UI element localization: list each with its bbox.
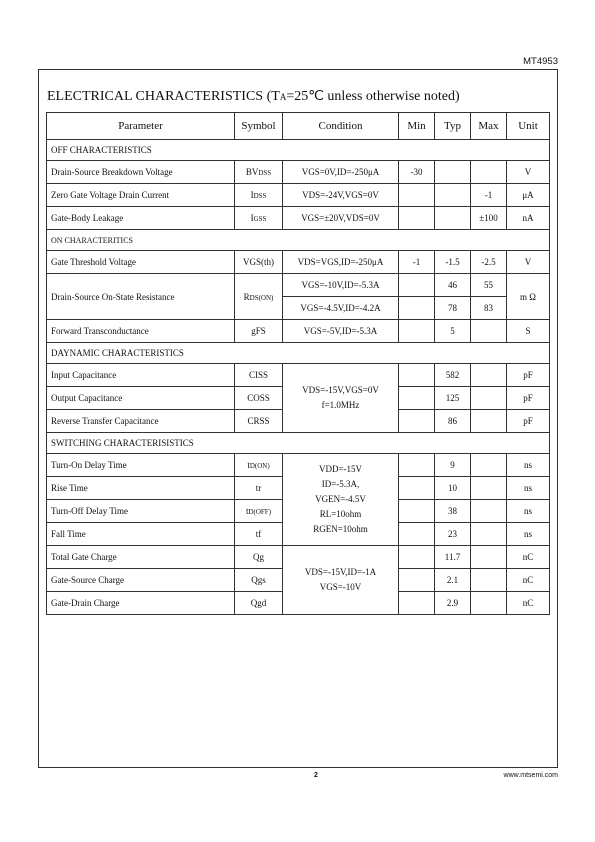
symbol-sub: DSS bbox=[258, 169, 272, 177]
unit-cell: ns bbox=[507, 523, 550, 546]
typ-cell: 46 bbox=[435, 274, 471, 297]
symbol-cell bbox=[235, 500, 283, 523]
typ-cell: -1.5 bbox=[435, 251, 471, 274]
symbol-cell bbox=[235, 454, 283, 477]
min-cell bbox=[399, 274, 435, 297]
unit-cell: nA bbox=[507, 207, 550, 230]
section-row-switching bbox=[47, 433, 550, 454]
symbol-cell: VGS(th) bbox=[235, 251, 283, 274]
min-cell: -30 bbox=[399, 161, 435, 184]
param-cell: Gate-Body Leakage bbox=[47, 207, 235, 230]
condition-line: VDD=-15V bbox=[318, 464, 363, 474]
unit-cell: ns bbox=[507, 500, 550, 523]
max-cell bbox=[471, 477, 507, 500]
unit-cell: ns bbox=[507, 454, 550, 477]
condition-line: VDS=-15V,VGS=0V bbox=[302, 385, 379, 395]
condition-line: RL=10ohm bbox=[319, 509, 362, 519]
header-max: Max bbox=[471, 113, 507, 140]
max-cell bbox=[471, 592, 507, 615]
param-cell: Turn-On Delay Time bbox=[47, 454, 235, 477]
condition-line: VGS=-10V bbox=[319, 582, 362, 592]
param-cell: Turn-Off Delay Time bbox=[47, 500, 235, 523]
min-cell bbox=[399, 454, 435, 477]
typ-cell bbox=[435, 207, 471, 230]
page-number: 2 bbox=[314, 772, 318, 779]
unit-cell: pF bbox=[507, 387, 550, 410]
symbol-cell: COSS bbox=[235, 387, 283, 410]
table-row bbox=[47, 207, 550, 230]
param-cell: Gate Threshold Voltage bbox=[47, 251, 235, 274]
max-cell: ±100 bbox=[471, 207, 507, 230]
max-cell: 55 bbox=[471, 274, 507, 297]
param-cell: Gate-Drain Charge bbox=[47, 592, 235, 615]
table-row bbox=[47, 546, 550, 569]
symbol-sub: GSS bbox=[253, 215, 267, 223]
table-header-row bbox=[47, 113, 550, 140]
symbol-main: R bbox=[243, 291, 250, 302]
min-cell bbox=[399, 320, 435, 343]
electrical-characteristics-table bbox=[46, 112, 550, 615]
header-unit: Unit bbox=[507, 113, 550, 140]
condition-cell: VGS=-5V,ID=-5.3A bbox=[283, 320, 399, 343]
min-cell: -1 bbox=[399, 251, 435, 274]
max-cell bbox=[471, 523, 507, 546]
param-cell: Forward Transconductance bbox=[47, 320, 235, 343]
unit-cell: pF bbox=[507, 410, 550, 433]
symbol-cell bbox=[235, 184, 283, 207]
max-cell bbox=[471, 500, 507, 523]
condition-cell: VDS=-24V,VGS=0V bbox=[283, 184, 399, 207]
symbol-main: t bbox=[247, 460, 250, 470]
min-cell bbox=[399, 364, 435, 387]
min-cell bbox=[399, 592, 435, 615]
condition-cell: VGS=±20V,VDS=0V bbox=[283, 207, 399, 230]
symbol-main: I bbox=[250, 190, 254, 200]
header-parameter: Parameter bbox=[47, 113, 235, 140]
header-condition: Condition bbox=[283, 113, 399, 140]
table-row bbox=[47, 320, 550, 343]
max-cell bbox=[471, 161, 507, 184]
typ-cell: 2.1 bbox=[435, 569, 471, 592]
condition-cell: VGS=-4.5V,ID=-4.2A bbox=[283, 297, 399, 320]
symbol-sub: DS(ON) bbox=[249, 293, 274, 302]
param-cell: Total Gate Charge bbox=[47, 546, 235, 569]
symbol-main: I bbox=[250, 213, 254, 223]
table-row bbox=[47, 184, 550, 207]
max-cell: -1 bbox=[471, 184, 507, 207]
symbol-cell bbox=[235, 207, 283, 230]
table-row bbox=[47, 454, 550, 477]
table-row bbox=[47, 251, 550, 274]
min-cell bbox=[399, 207, 435, 230]
max-cell bbox=[471, 410, 507, 433]
min-cell bbox=[399, 297, 435, 320]
min-cell bbox=[399, 500, 435, 523]
section-title: SWITCHING CHARACTERISISTICS bbox=[47, 433, 550, 454]
typ-cell: 86 bbox=[435, 410, 471, 433]
min-cell bbox=[399, 569, 435, 592]
section-title: OFF CHARACTERISTICS bbox=[47, 140, 550, 161]
typ-cell: 2.9 bbox=[435, 592, 471, 615]
typ-cell: 11.7 bbox=[435, 546, 471, 569]
param-cell: Fall Time bbox=[47, 523, 235, 546]
max-cell bbox=[471, 569, 507, 592]
unit-cell: μA bbox=[507, 184, 550, 207]
param-cell: Output Capacitance bbox=[47, 387, 235, 410]
condition-cell bbox=[283, 364, 399, 433]
symbol-cell: tr bbox=[235, 477, 283, 500]
param-cell: Gate-Source Charge bbox=[47, 569, 235, 592]
typ-cell: 9 bbox=[435, 454, 471, 477]
unit-cell: nC bbox=[507, 546, 550, 569]
unit-cell: V bbox=[507, 251, 550, 274]
symbol-cell: gFS bbox=[235, 320, 283, 343]
unit-cell: S bbox=[507, 320, 550, 343]
header-typ: Typ bbox=[435, 113, 471, 140]
typ-cell: 78 bbox=[435, 297, 471, 320]
section-title: ON CHARACTERITICS bbox=[47, 230, 550, 251]
max-cell bbox=[471, 546, 507, 569]
param-cell: Drain-Source Breakdown Voltage bbox=[47, 161, 235, 184]
title-suffix: =25℃ unless otherwise noted) bbox=[286, 89, 460, 104]
max-cell bbox=[471, 320, 507, 343]
unit-cell: V bbox=[507, 161, 550, 184]
typ-cell bbox=[435, 184, 471, 207]
header-min: Min bbox=[399, 113, 435, 140]
symbol-cell: Qg bbox=[235, 546, 283, 569]
symbol-sub: DSS bbox=[253, 192, 267, 200]
condition-line: f=1.0MHz bbox=[321, 400, 360, 410]
section-row-on bbox=[47, 230, 550, 251]
param-cell: Rise Time bbox=[47, 477, 235, 500]
typ-cell: 38 bbox=[435, 500, 471, 523]
symbol-cell: tf bbox=[235, 523, 283, 546]
header-symbol: Symbol bbox=[235, 113, 283, 140]
param-cell: Zero Gate Voltage Drain Current bbox=[47, 184, 235, 207]
symbol-main: t bbox=[245, 506, 249, 516]
symbol-sub: D(ON) bbox=[249, 462, 270, 470]
symbol-cell bbox=[235, 274, 283, 320]
page-title bbox=[47, 88, 460, 105]
unit-cell: pF bbox=[507, 364, 550, 387]
typ-cell: 125 bbox=[435, 387, 471, 410]
symbol-cell: CISS bbox=[235, 364, 283, 387]
symbol-cell: Qgs bbox=[235, 569, 283, 592]
condition-cell: VGS=-10V,ID=-5.3A bbox=[283, 274, 399, 297]
section-title: DAYNAMIC CHARACTERISTICS bbox=[47, 343, 550, 364]
typ-cell: 10 bbox=[435, 477, 471, 500]
table-row bbox=[47, 364, 550, 387]
section-row-dynamic bbox=[47, 343, 550, 364]
max-cell: -2.5 bbox=[471, 251, 507, 274]
max-cell: 83 bbox=[471, 297, 507, 320]
title-prefix: ELECTRICAL CHARACTERISTICS (T bbox=[47, 89, 280, 104]
min-cell bbox=[399, 477, 435, 500]
param-cell: Input Capacitance bbox=[47, 364, 235, 387]
max-cell bbox=[471, 454, 507, 477]
min-cell bbox=[399, 410, 435, 433]
unit-cell: nC bbox=[507, 592, 550, 615]
table-row bbox=[47, 274, 550, 297]
condition-line: VGEN=-4.5V bbox=[315, 494, 366, 504]
min-cell bbox=[399, 546, 435, 569]
condition-cell bbox=[283, 546, 399, 615]
symbol-main: BV bbox=[245, 167, 259, 177]
unit-cell: m Ω bbox=[507, 274, 550, 320]
typ-cell: 5 bbox=[435, 320, 471, 343]
table-row bbox=[47, 161, 550, 184]
symbol-cell bbox=[235, 161, 283, 184]
symbol-sub: D(OFF) bbox=[248, 508, 272, 516]
param-cell: Drain-Source On-State Resistance bbox=[47, 274, 235, 320]
min-cell bbox=[399, 387, 435, 410]
website-url: www.mtsemi.com bbox=[503, 772, 558, 779]
condition-cell bbox=[283, 454, 399, 546]
typ-cell: 23 bbox=[435, 523, 471, 546]
condition-cell: VGS=0V,ID=-250μA bbox=[283, 161, 399, 184]
section-row-off bbox=[47, 140, 550, 161]
condition-line: ID=-5.3A, bbox=[321, 479, 360, 489]
symbol-cell: Qgd bbox=[235, 592, 283, 615]
max-cell bbox=[471, 387, 507, 410]
condition-cell: VDS=VGS,ID=-250μA bbox=[283, 251, 399, 274]
unit-cell: nC bbox=[507, 569, 550, 592]
title-subscript: A bbox=[279, 92, 287, 102]
typ-cell bbox=[435, 161, 471, 184]
condition-line: VDS=-15V,ID=-1A bbox=[304, 567, 377, 577]
unit-cell: ns bbox=[507, 477, 550, 500]
typ-cell: 582 bbox=[435, 364, 471, 387]
param-cell: Reverse Transfer Capacitance bbox=[47, 410, 235, 433]
part-number: MT4953 bbox=[523, 56, 558, 67]
max-cell bbox=[471, 364, 507, 387]
symbol-cell: CRSS bbox=[235, 410, 283, 433]
condition-line: RGEN=10ohm bbox=[313, 524, 368, 534]
min-cell bbox=[399, 184, 435, 207]
min-cell bbox=[399, 523, 435, 546]
